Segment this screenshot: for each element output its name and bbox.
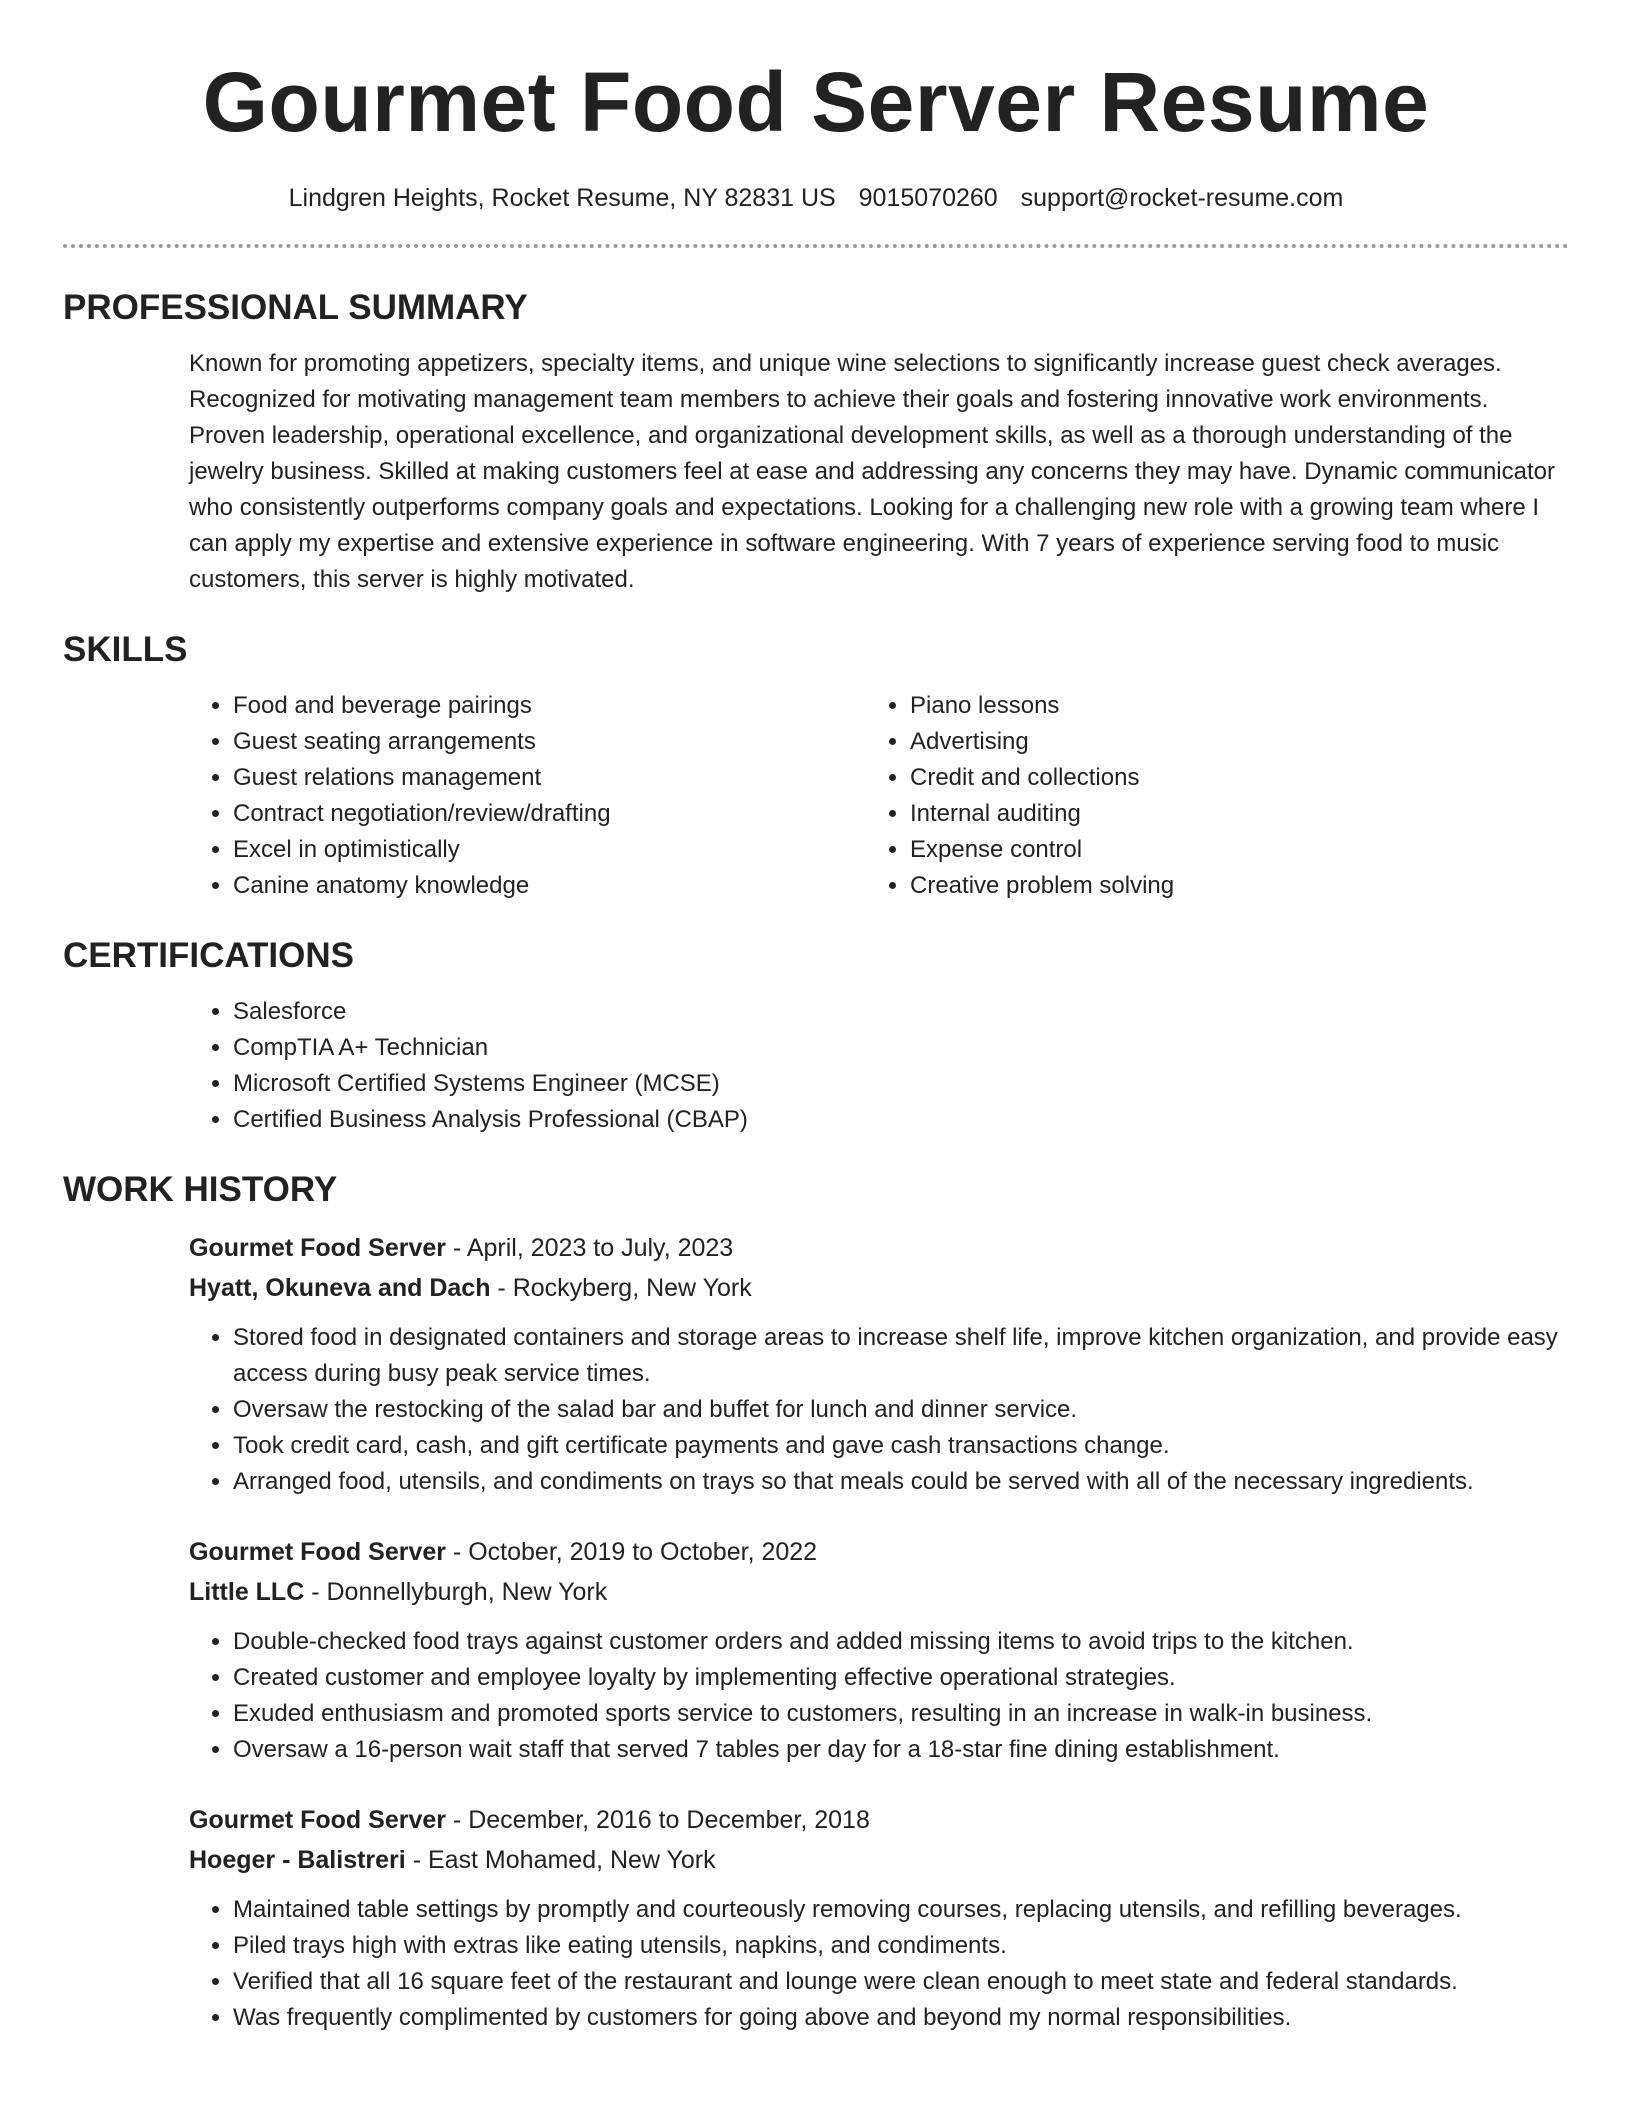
job-company: Little LLC: [189, 1578, 305, 1606]
work-history-heading: WORK HISTORY: [63, 1170, 338, 1209]
job-location: - Donnellyburgh, New York: [304, 1578, 608, 1606]
job-company: Hyatt, Okuneva and Dach: [189, 1274, 491, 1302]
job-bullet: • Verified that all 16 square feet of the restaurant and lounge were clean enough to meet state and federal standards.: [233, 1964, 1569, 2000]
job-role: Gourmet Food Server: [189, 1806, 446, 1834]
resume-title: Gourmet Food Server Resume: [202, 55, 1430, 149]
job-bullet: • Maintained table settings by promptly and courteously removing courses, replacing utensils, and refilling beverages.: [233, 1892, 1569, 1928]
job-bullets: [189, 1624, 1569, 1768]
contact-phone: 9015070260: [858, 184, 998, 212]
certifications-block: [189, 994, 1569, 1138]
summary-section: [63, 286, 1569, 598]
job-bullets: [189, 1320, 1569, 1500]
summary-text: Known for promoting appetizers, specialty items, and unique wine selections to significantly increase guest check averages. Recognized for motivating management team members to achieve their goals and fostering innovative work environments. Proven leadership, operational excellence, and organizational development skills, as well as a thorough understanding of the jewelry business. Skilled at making customers feel at ease and addressing any concerns they may have. Dynamic communicator who consistently outperforms company goals and expectations. Looking for a challenging new role with a growing team where I can apply my expertise and extensive experience in software engineering. With 7 years of experience serving food to music customers, this server is highly motivated.: [189, 350, 1555, 593]
skill-item: • Internal auditing: [910, 796, 1543, 832]
skill-item: • Canine anatomy knowledge: [233, 868, 866, 904]
job-company-line: [189, 1572, 1569, 1612]
skills-list-left: [189, 688, 866, 904]
certifications-section: [63, 934, 1569, 1138]
job-dates: - December, 2016 to December, 2018: [446, 1806, 870, 1834]
job-bullet: • Stored food in designated containers and storage areas to increase shelf life, improve kitchen organization, and provide easy access during busy peak service times.: [233, 1320, 1569, 1392]
job-entry: [189, 1228, 1569, 1500]
job-bullet: • Piled trays high with extras like eating utensils, napkins, and condiments.: [233, 1928, 1569, 1964]
skill-item: • Guest relations management: [233, 760, 866, 796]
certification-item: • Microsoft Certified Systems Engineer (MCSE): [233, 1066, 1569, 1102]
job-bullet: • Double-checked food trays against customer orders and added missing items to avoid trips to the kitchen.: [233, 1624, 1569, 1660]
job-bullet: • Took credit card, cash, and gift certificate payments and gave cash transactions change.: [233, 1428, 1569, 1464]
skills-list-right: [866, 688, 1543, 904]
certification-item: • CompTIA A+ Technician: [233, 1030, 1569, 1066]
job-bullet: • Oversaw the restocking of the salad bar and buffet for lunch and dinner service.: [233, 1392, 1569, 1428]
work-history-section: [63, 1168, 1569, 2036]
skill-item: • Creative problem solving: [910, 868, 1543, 904]
skill-item: • Credit and collections: [910, 760, 1543, 796]
job-title-line: [189, 1228, 1569, 1268]
job-bullet: • Oversaw a 16-person wait staff that served 7 tables per day for a 18-star fine dining establishment.: [233, 1732, 1569, 1768]
certification-item: • Salesforce: [233, 994, 1569, 1030]
job-title-line: [189, 1800, 1569, 1840]
certifications-list: [189, 994, 1569, 1138]
skill-item: • Advertising: [910, 724, 1543, 760]
job-location: - Rockyberg, New York: [490, 1274, 752, 1302]
skills-heading: SKILLS: [63, 630, 188, 669]
skill-item: • Guest seating arrangements: [233, 724, 866, 760]
skill-item: • Excel in optimistically: [233, 832, 866, 868]
job-entry: [189, 1532, 1569, 1768]
job-dates: - October, 2019 to October, 2022: [446, 1538, 818, 1566]
certification-item: • Certified Business Analysis Professional (CBAP): [233, 1102, 1569, 1138]
skill-item: • Food and beverage pairings: [233, 688, 866, 724]
job-role: Gourmet Food Server: [189, 1538, 446, 1566]
job-entry: [189, 1800, 1569, 2036]
job-bullet: • Exuded enthusiasm and promoted sports service to customers, resulting in an increase in walk-in business.: [233, 1696, 1569, 1732]
skills-section: [63, 628, 1569, 904]
job-location: - East Mohamed, New York: [405, 1846, 716, 1874]
skill-item: • Contract negotiation/review/drafting: [233, 796, 866, 832]
job-bullets: [189, 1892, 1569, 2036]
skill-item: • Piano lessons: [910, 688, 1543, 724]
job-company-line: [189, 1268, 1569, 1308]
skills-columns: [189, 688, 1569, 904]
contact-info: [63, 178, 1569, 218]
certifications-heading: CERTIFICATIONS: [63, 936, 355, 975]
job-company: Hoeger - Balistreri: [189, 1846, 406, 1874]
job-role: Gourmet Food Server: [189, 1234, 446, 1262]
summary-heading: PROFESSIONAL SUMMARY: [63, 288, 528, 327]
skill-item: • Expense control: [910, 832, 1543, 868]
contact-address: Lindgren Heights, Rocket Resume, NY 82831 US: [288, 184, 836, 212]
job-bullet: • Created customer and employee loyalty by implementing effective operational strategies.: [233, 1660, 1569, 1696]
job-bullet: • Was frequently complimented by customers for going above and beyond my normal responsibilities.: [233, 2000, 1569, 2036]
job-bullet: • Arranged food, utensils, and condiments on trays so that meals could be served with all of the necessary ingredients.: [233, 1464, 1569, 1500]
job-company-line: [189, 1840, 1569, 1880]
header-divider: [63, 244, 1569, 248]
job-dates: - April, 2023 to July, 2023: [446, 1234, 734, 1262]
contact-email: support@rocket-resume.com: [1020, 184, 1344, 212]
job-title-line: [189, 1532, 1569, 1572]
